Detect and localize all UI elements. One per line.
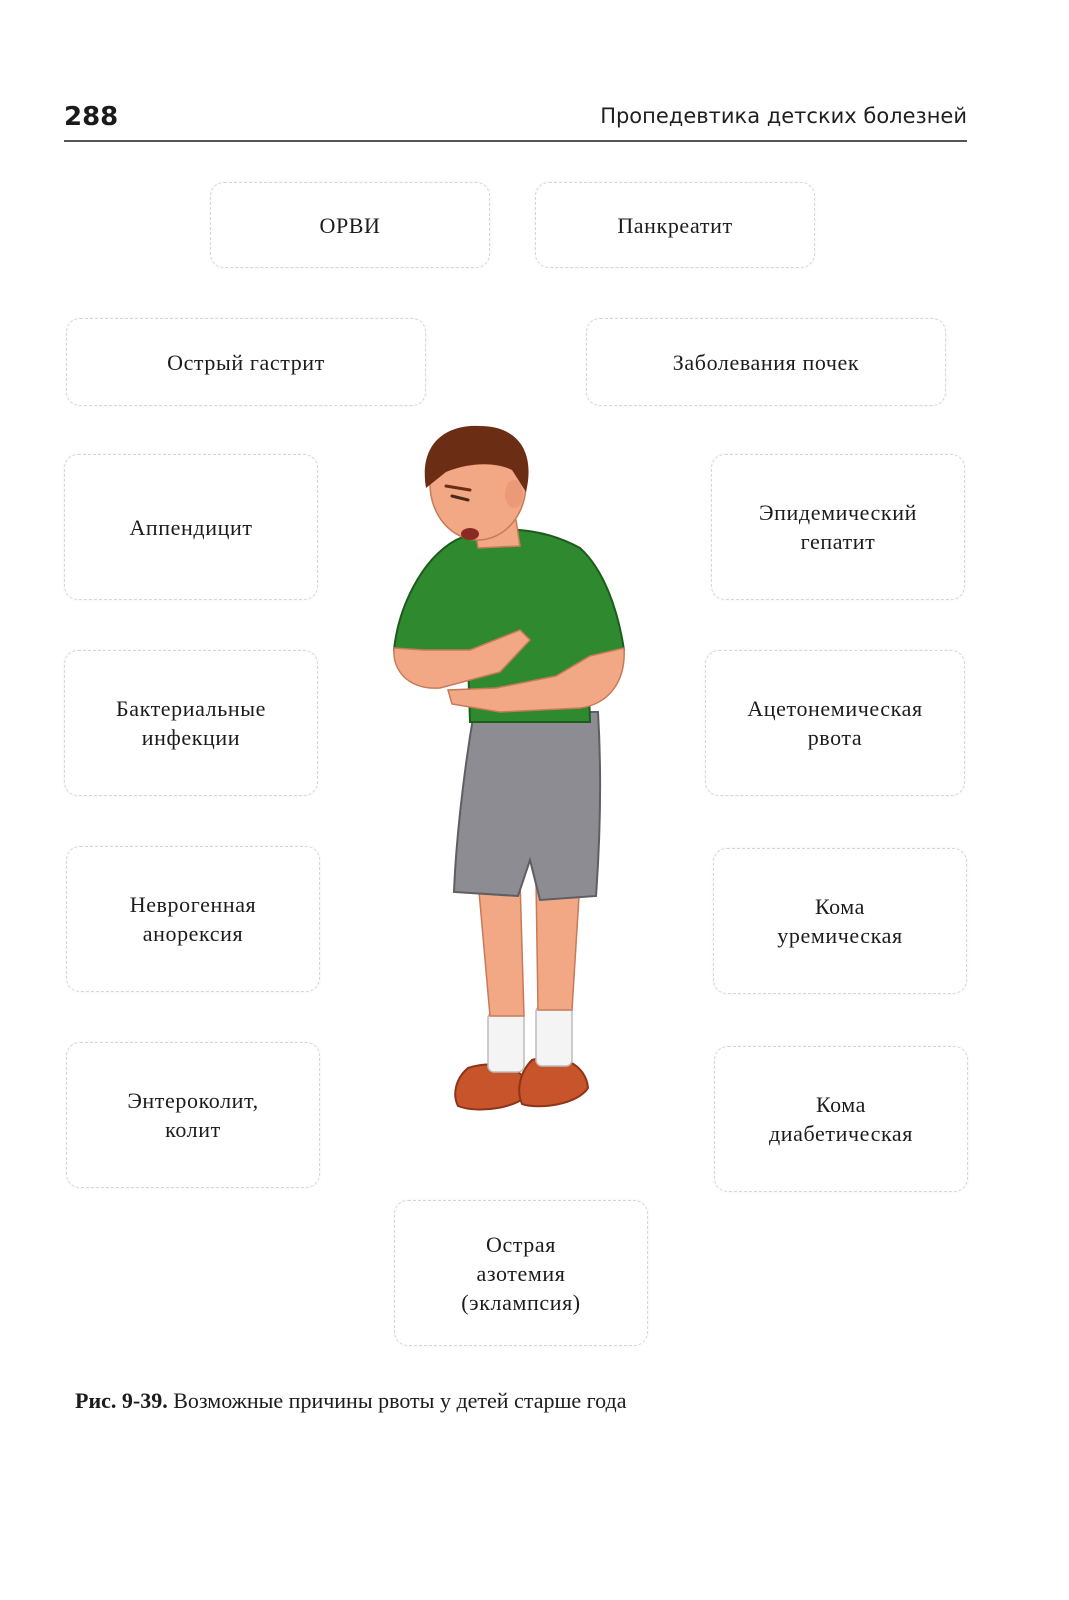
cause-neurogenic-anorexia: Неврогенная анорексия	[66, 846, 320, 992]
left-leg	[478, 880, 524, 1016]
page-number: 288	[64, 102, 119, 132]
shorts	[454, 712, 600, 900]
cause-epidemic-hepatitis: Эпидемический гепатит	[711, 454, 965, 600]
cause-appendicitis: Аппендицит	[64, 454, 318, 600]
cause-kidney-disease: Заболевания почек	[586, 318, 946, 406]
header-rule	[64, 140, 967, 142]
cause-orvi: ОРВИ	[210, 182, 490, 268]
caption-text: Возможные причины рвоты у детей старше года	[173, 1388, 627, 1413]
cause-acute-azotemia: Острая азотемия (эклампсия)	[394, 1200, 648, 1346]
figure-caption	[75, 1388, 626, 1414]
cause-acetonemic-vomiting: Ацетонемическая рвота	[705, 650, 965, 796]
cause-uremic-coma: Кома уремическая	[713, 848, 967, 994]
running-title: Пропедевтика детских болезней	[600, 104, 967, 128]
mouth	[461, 528, 479, 540]
cause-pancreatitis: Панкреатит	[535, 182, 815, 268]
cause-acute-gastritis: Острый гастрит	[66, 318, 426, 406]
cause-enterocolitis: Энтероколит, колит	[66, 1042, 320, 1188]
sick-boy-illustration	[380, 420, 650, 1130]
ear	[505, 480, 523, 508]
cause-diabetic-coma: Кома диабетическая	[714, 1046, 968, 1192]
left-sock	[488, 1012, 524, 1072]
cause-bacterial-infections: Бактериальные инфекции	[64, 650, 318, 796]
right-sock	[536, 1006, 572, 1066]
caption-label: Рис. 9-39.	[75, 1388, 168, 1413]
